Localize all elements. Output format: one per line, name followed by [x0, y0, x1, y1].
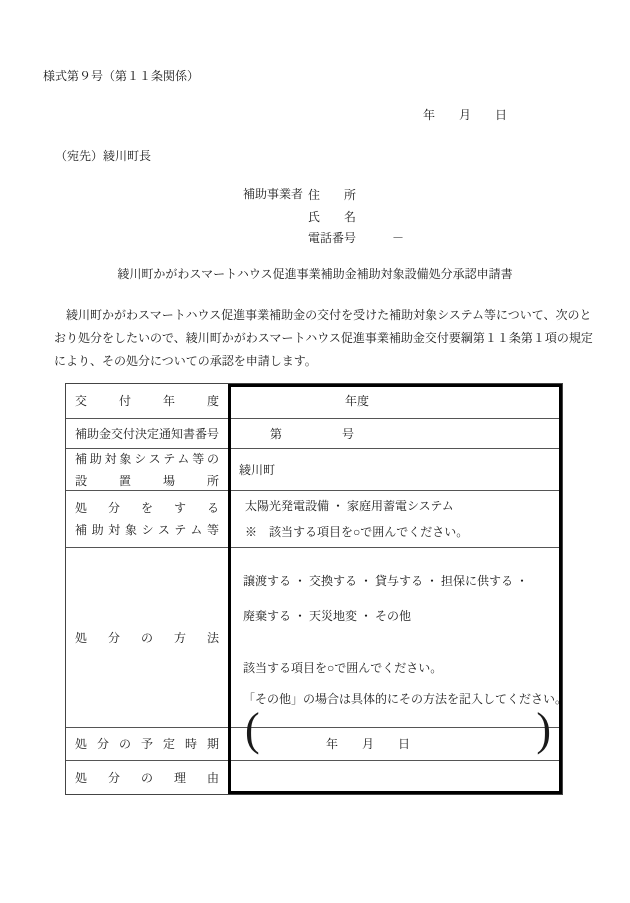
target-system-row: [66, 491, 562, 548]
target-system-value: [228, 491, 562, 547]
disposal-schedule-label: 処分の予定時期: [75, 737, 219, 751]
target-system-options: 太陽光発電設備 ・ 家庭用蓄電システム: [245, 499, 454, 513]
addressee: （宛先）綾川町長: [55, 149, 152, 163]
disposal-reason-row: [66, 761, 562, 794]
document-title: 綾川町かがわスマートハウス促進事業補助金補助対象設備処分承認申請書: [117, 267, 513, 281]
date-line: 年 月 日: [423, 108, 508, 122]
installation-location-value: 綾川町: [239, 462, 276, 477]
applicant-name-line: 氏 名: [308, 209, 357, 224]
notice-number-row: [66, 419, 562, 449]
method-note2: 「その他」の場合は具体的にその方法を記入してください。: [243, 692, 568, 706]
body-paragraph: [54, 304, 593, 373]
body-line: により、その処分についての承認を申請します。: [54, 354, 317, 368]
method-options-line1: 譲渡する ・ 交換する ・ 貸与する ・ 担保に供する ・: [243, 574, 529, 588]
installation-location-row: [66, 449, 562, 491]
disposal-schedule-value: 年 月 日: [326, 737, 411, 751]
disposal-schedule-row: [66, 728, 562, 761]
notice-number-label: 補助金交付決定通知書番号: [75, 426, 220, 441]
applicant-address-line: 住 所: [308, 188, 357, 202]
target-system-note: ※ 該当する項目を○で囲んでください。: [245, 525, 469, 539]
fiscal-year-label: 交付年度: [75, 394, 219, 408]
target-system-label: 処分をする 補助対象システム等: [75, 501, 219, 537]
applicant-fields: [308, 185, 404, 250]
notice-number-value: 第 号: [270, 426, 355, 441]
installation-location-label: 補助対象システム等の 設置場所: [75, 451, 219, 488]
method-note1: 該当する項目を○で囲んでください。: [243, 661, 443, 675]
form-number: 様式第９号（第１１条関係）: [43, 69, 200, 83]
fiscal-year-value: 年度: [345, 394, 370, 408]
applicant-block: [243, 185, 404, 250]
fiscal-year-row: [66, 384, 562, 419]
method-options-line2: 廃棄する ・ 天災地変 ・ その他: [243, 609, 412, 623]
body-line: おり処分をしたいので、綾川町かがわスマートハウス促進事業補助金交付要綱第１１条第１項の規定: [54, 331, 593, 345]
applicant-phone-line: 電話番号 －: [308, 231, 405, 245]
applicant-role-label: 補助事業者: [243, 187, 304, 201]
disposal-reason-value: [228, 761, 562, 794]
disposal-reason-label: 処分の理由: [75, 770, 219, 785]
disposal-method-label: 処分の方法: [75, 630, 219, 645]
application-table: [65, 383, 568, 795]
open-paren: (: [245, 703, 260, 756]
close-paren: ): [536, 703, 552, 756]
body-line: 綾川町かがわスマートハウス促進事業補助金の交付を受けた補助対象システム等について、次のと: [54, 308, 592, 322]
